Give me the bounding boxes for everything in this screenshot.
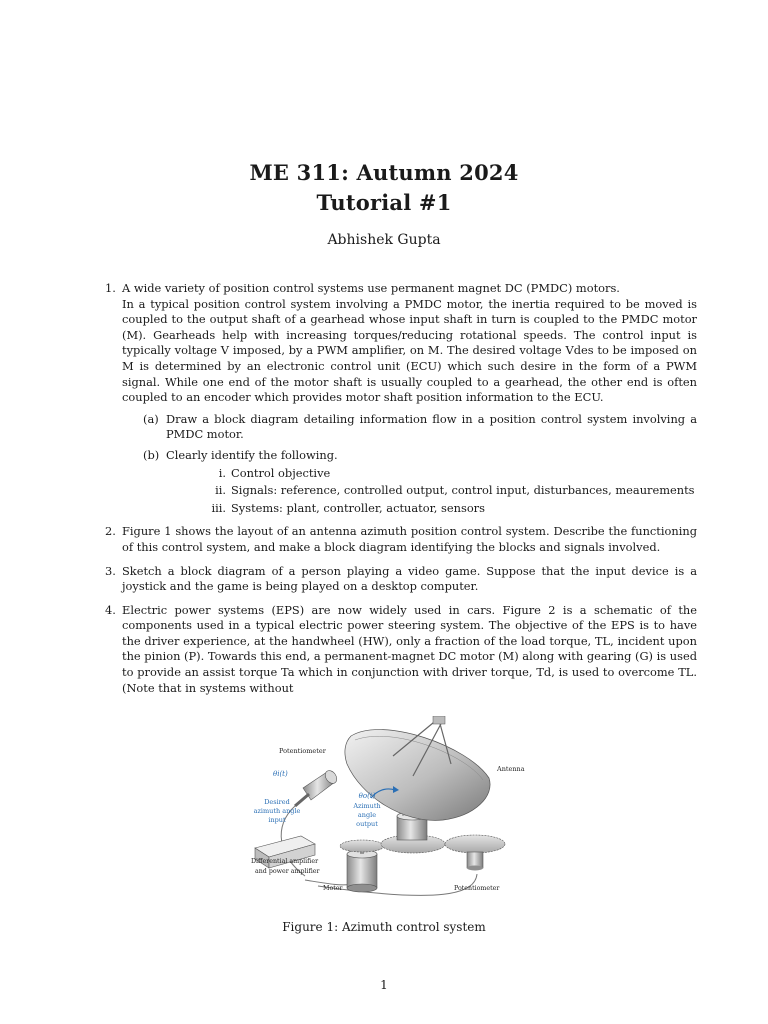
subpart-label: iii. xyxy=(211,500,226,515)
label-antenna: Antenna xyxy=(497,765,525,773)
subpart-list xyxy=(166,466,697,517)
question-text: Figure 1 shows the layout of an antenna azimuth position control system. Describe the functioning of this control system, and make a block diagram identifying the blocks and signals involved. xyxy=(122,524,697,554)
part-label: (a) xyxy=(143,411,159,426)
question-number: 1. xyxy=(105,281,116,295)
subpart-label: i. xyxy=(218,465,226,480)
subpart-text: Signals: reference, controlled output, control input, disturbances, meaurements xyxy=(231,483,695,498)
question-paragraph: A wide variety of position control systems use permanent magnet DC (PMDC) motors. xyxy=(122,281,620,295)
question-number: 2. xyxy=(105,524,116,539)
subpart-text: Systems: plant, controller, actuator, sensors xyxy=(231,500,485,515)
output-potentiometer xyxy=(467,852,483,871)
input-potentiometer xyxy=(295,768,339,806)
part-text: Clearly identify the following. xyxy=(166,447,338,462)
question-parts xyxy=(122,412,697,517)
question-paragraph: In a typical position control system involving a PMDC motor, the inertia required to be moved is coupled to the output shaft of a gearhead whose input shaft in turn is coupled to the PMDC motor (M). Gearheads help with increasing torques/reducing rotational speeds. The control input is typically voltage V imposed, by a PWM amplifier, on M. The desired voltage Vdes to be imposed on M is determined by an electronic control unit (ECU) which such desire in the form of a PWM signal. While one end of the motor shaft is usually coupled to a gearhead, the other end is often coupled to an encoder which provides motor shaft position information to the ECU. xyxy=(122,296,697,405)
label-potentiometer-top: Potentiometer xyxy=(279,747,326,755)
label-desired: Desired xyxy=(264,798,290,806)
figure-caption: Figure 1: Azimuth control system xyxy=(282,920,486,934)
label-motor: Motor xyxy=(323,885,343,892)
document-title: ME 311: Autumn 2024 xyxy=(249,160,519,185)
label-power-amplifier: and power amplifier xyxy=(255,868,320,875)
azimuth-control-illustration xyxy=(243,716,533,906)
question-number: 3. xyxy=(105,563,116,578)
question-list xyxy=(105,281,697,704)
question-1 xyxy=(105,281,697,516)
subpart xyxy=(166,466,697,482)
question-3 xyxy=(105,564,697,595)
label-azimuth-angle: azimuth angle xyxy=(253,807,301,815)
label-amplifier: Differential amplifier xyxy=(251,858,319,865)
question-2 xyxy=(105,524,697,555)
question-part xyxy=(122,448,697,516)
document-subtitle: Tutorial #1 xyxy=(316,190,452,215)
question-text: Electric power systems (EPS) are now widely used in cars. Figure 2 is a schematic of the components used in a typical electric power steering system. The objective of the EPS is to have the driver experience, at the handwheel (HW), only a fraction of the load torque, TL, incident upon the pinion (P). Towards this end, a permanent-magnet DC motor (M) along with gearing (G) is used to provide an assist torque Ta which in conjunction with driver torque, Td, is used to overcome TL. (Note that in systems without xyxy=(122,602,697,695)
author: Abhishek Gupta xyxy=(327,232,441,248)
part-text: Draw a block diagram detailing information flow in a position control system involving a PMDC motor. xyxy=(166,411,697,442)
subpart-text: Control objective xyxy=(231,465,331,480)
label-potentiometer-bottom: Potentiometer xyxy=(454,885,500,892)
page-number: 1 xyxy=(380,978,388,992)
label-azimuth: Azimuth xyxy=(353,802,381,810)
label-angle: angle xyxy=(357,811,377,819)
question-part xyxy=(122,412,697,443)
question-text: Sketch a block diagram of a person playing a video game. Suppose that the input device is a joystick and the game is being played on a desktop computer. xyxy=(122,563,697,594)
azimuth-control-figure xyxy=(243,716,533,906)
question-number: 4. xyxy=(105,602,116,617)
label-output: output xyxy=(356,820,378,828)
part-label: (b) xyxy=(143,447,160,462)
subpart xyxy=(166,501,697,517)
subpart-label: ii. xyxy=(215,483,226,498)
label-input: input xyxy=(268,816,286,824)
question-4 xyxy=(105,603,697,697)
label-theta-o: θo(t) xyxy=(358,792,376,800)
subpart xyxy=(166,483,697,499)
label-theta-i: θi(t) xyxy=(273,770,288,778)
